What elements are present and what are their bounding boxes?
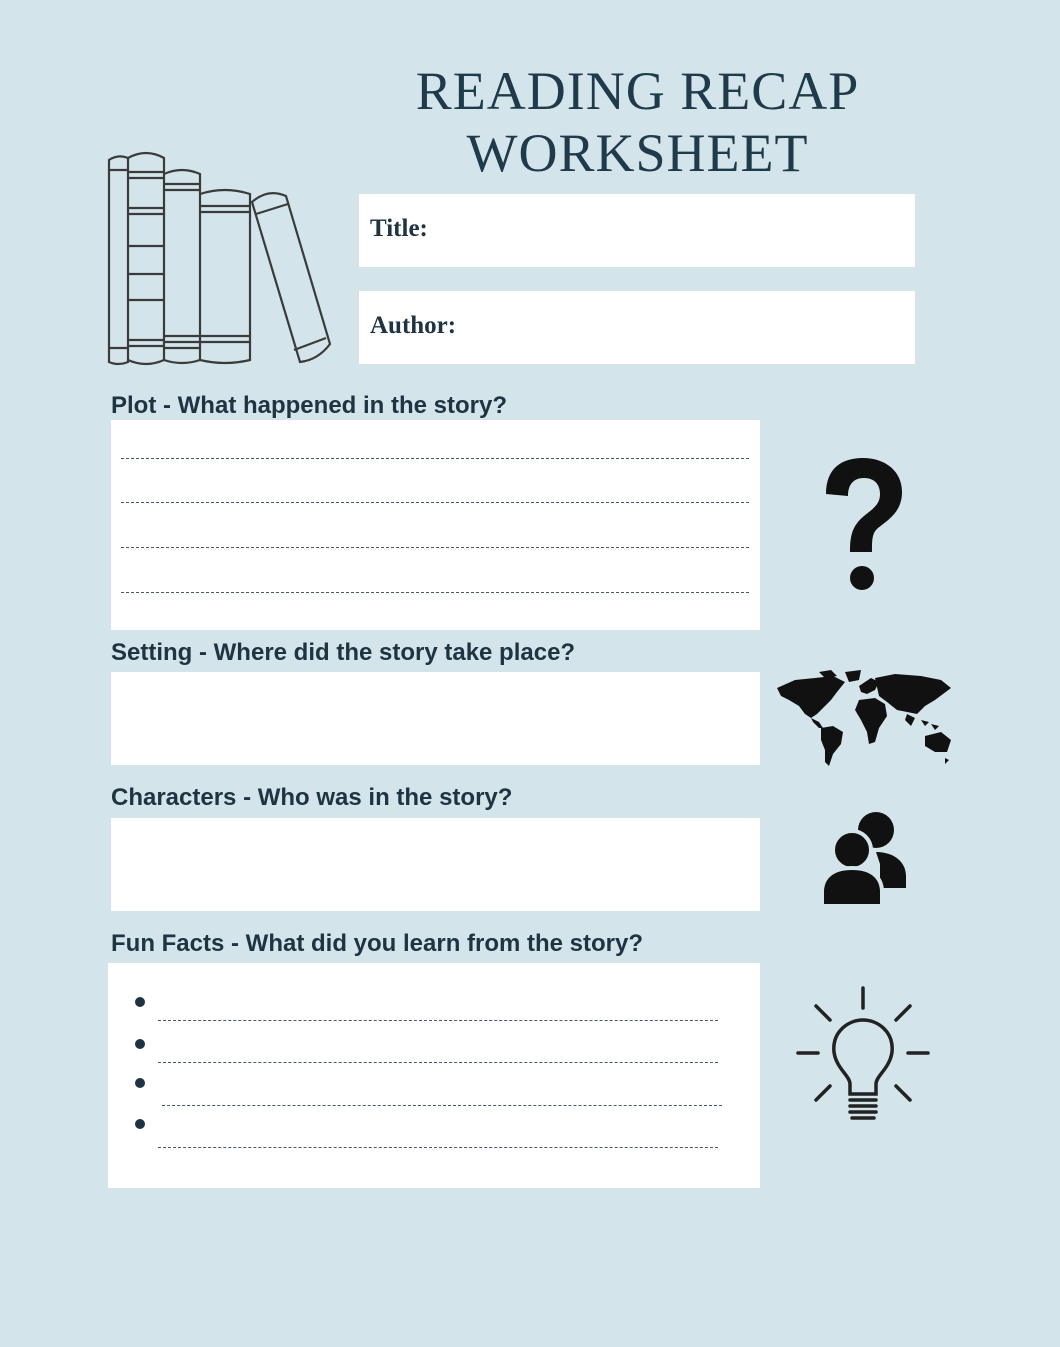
characters-heading: Characters - Who was in the story? bbox=[111, 784, 513, 811]
world-map-icon bbox=[775, 670, 955, 770]
page-title-line-1: READING RECAP bbox=[415, 61, 860, 121]
plot-line bbox=[121, 592, 749, 593]
title-field[interactable] bbox=[359, 194, 915, 267]
bullet-icon bbox=[135, 1078, 145, 1088]
fact-line bbox=[158, 1147, 718, 1148]
author-field-label: Author: bbox=[370, 312, 457, 339]
fun-facts-answer-box[interactable] bbox=[108, 963, 760, 1188]
people-icon bbox=[820, 810, 908, 910]
plot-line bbox=[121, 502, 749, 503]
plot-heading: Plot - What happened in the story? bbox=[111, 392, 507, 419]
bullet-icon bbox=[135, 1119, 145, 1129]
author-field[interactable] bbox=[359, 291, 915, 364]
setting-answer-box[interactable] bbox=[111, 672, 760, 765]
lightbulb-icon bbox=[794, 984, 934, 1126]
books-icon bbox=[104, 150, 336, 370]
page-title-line-2: WORKSHEET bbox=[466, 123, 809, 183]
plot-answer-box[interactable] bbox=[111, 420, 760, 630]
plot-line bbox=[121, 458, 749, 459]
fact-line bbox=[162, 1105, 722, 1106]
characters-answer-box[interactable] bbox=[111, 818, 760, 911]
title-field-label: Title: bbox=[370, 215, 428, 242]
bullet-icon bbox=[135, 997, 145, 1007]
fun-facts-heading: Fun Facts - What did you learn from the story? bbox=[111, 930, 644, 957]
fact-line bbox=[158, 1062, 718, 1063]
question-mark-icon bbox=[818, 452, 908, 597]
bullet-icon bbox=[135, 1039, 145, 1049]
fact-line bbox=[158, 1020, 718, 1021]
setting-heading: Setting - Where did the story take place? bbox=[111, 639, 576, 666]
plot-line bbox=[121, 547, 749, 548]
